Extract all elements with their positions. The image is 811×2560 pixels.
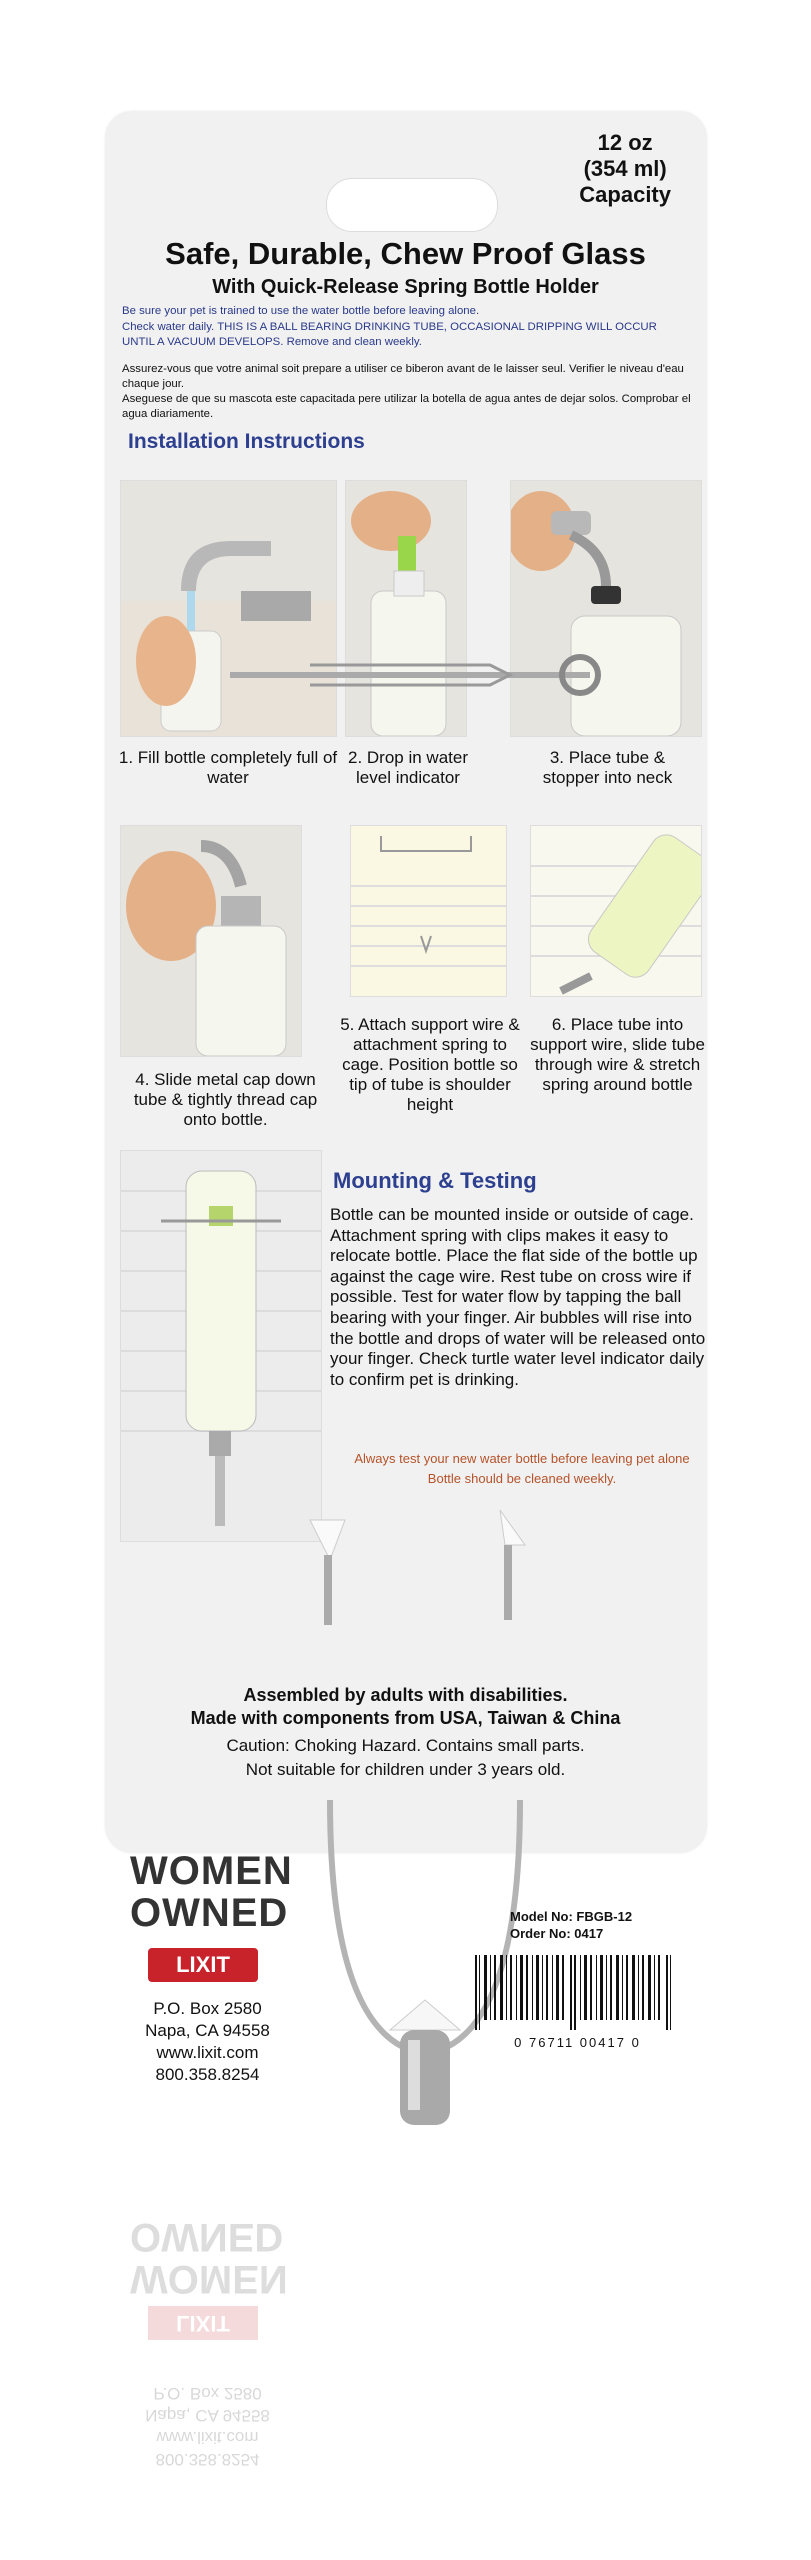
barcode-icon [470,1955,685,2030]
step-6-caption: 6. Place tube into support wire, slide tube through wire & stretch spring around bottle [530,1015,705,1094]
mounted-bottle-photo [120,1150,322,1542]
barcode-digits: 0 76711 00417 0 [514,2035,641,2050]
step-5-caption: 5. Attach support wire & attachment spring to cage. Position bottle so tip of tube is shoulder height [340,1015,520,1114]
barcode [470,1955,685,2050]
spring-wire-icon [210,645,610,705]
clips-icon [290,1500,550,1640]
product-title: Safe, Durable, Chew Proof Glass [165,236,646,271]
model-info: Model No: FBGB-12 Order No: 0417 [510,1909,633,1941]
step-1-caption: 1. Fill bottle completely full of water [118,748,338,787]
warning-en-2: Check water daily. THIS IS A BALL BEARING DRINKING TUBE, OCCASIONAL DRIPPING WILL OCCUR UNTIL A VACUUM DEVELOPS. Remove and clean weekly. [122,321,657,348]
cage-wire-icon [351,826,506,996]
installation-heading: Installation Instructions [128,430,365,453]
lixit-logo: LIXIT [148,1948,258,1982]
caution-line-2: Not suitable for children under 3 years old. [245,1760,566,1779]
women-owned-logo: WOMEN OWNED [130,1849,293,1935]
step-4-photo [120,825,302,1057]
reflection: WOMEN OWNED LIXIT 800.358.8254 www.lixit.com Napa, CA 94558 P.O. Box 2580 [130,2215,288,2469]
mounted-bottle-icon [121,1151,321,1541]
step-6-photo [530,825,702,997]
product-subtitle: With Quick-Release Spring Bottle Holder [212,276,599,298]
warning-fr: Assurez-vous que votre animal soit prepare a utiliser ce biberon avant de le laisser seul. Verifier le niveau d'eau chaque jour. [122,363,684,390]
capacity-label: 12 oz (354 ml) Capacity [579,130,671,207]
warning-es: Aseguese de que su mascota este capacitada pere utilizar la botella de agua antes de dejar solos. Comprobar el agua diariamente. [122,393,691,420]
metal-cap-icon [121,826,301,1056]
hang-hole [326,178,498,232]
assembled-line-1: Assembled by adults with disabilities. [243,1685,568,1705]
red-note-1: Always test your new water bottle before leaving pet alone [354,1451,690,1466]
caution-line-1: Caution: Choking Hazard. Contains small parts. [226,1736,585,1755]
step-2-caption: 2. Drop in water level indicator [348,748,468,787]
mounting-text: Bottle can be mounted inside or outside of cage. Attachment spring with clips makes it easy to relocate bottle. Place the flat side of the bottle up against the cage wire. Rest tube on cross wire if possible. Test for water flow by tapping the ball bearing with your finger. Air bubbles will rise into the bottle and drops of water will be released onto your finger. Check turtle water level indicator daily to confirm pet is drinking. [330,1205,706,1389]
step-5-photo [350,825,507,997]
step-3-caption: 3. Place tube & stopper into neck [542,748,673,787]
address-block: P.O. Box 2580 Napa, CA 94558 www.lixit.com 800.358.8254 [145,1999,270,2084]
step-4-caption: 4. Slide metal cap down tube & tightly thread cap onto bottle. [133,1070,318,1129]
assembled-line-2: Made with components from USA, Taiwan & China [190,1708,621,1728]
red-note-2: Bottle should be cleaned weekly. [427,1471,617,1486]
warning-en-1: Be sure your pet is trained to use the water bottle before leaving alone. [122,305,480,317]
mounting-heading: Mounting & Testing [333,1168,537,1193]
tube-in-wire-icon [531,826,701,996]
